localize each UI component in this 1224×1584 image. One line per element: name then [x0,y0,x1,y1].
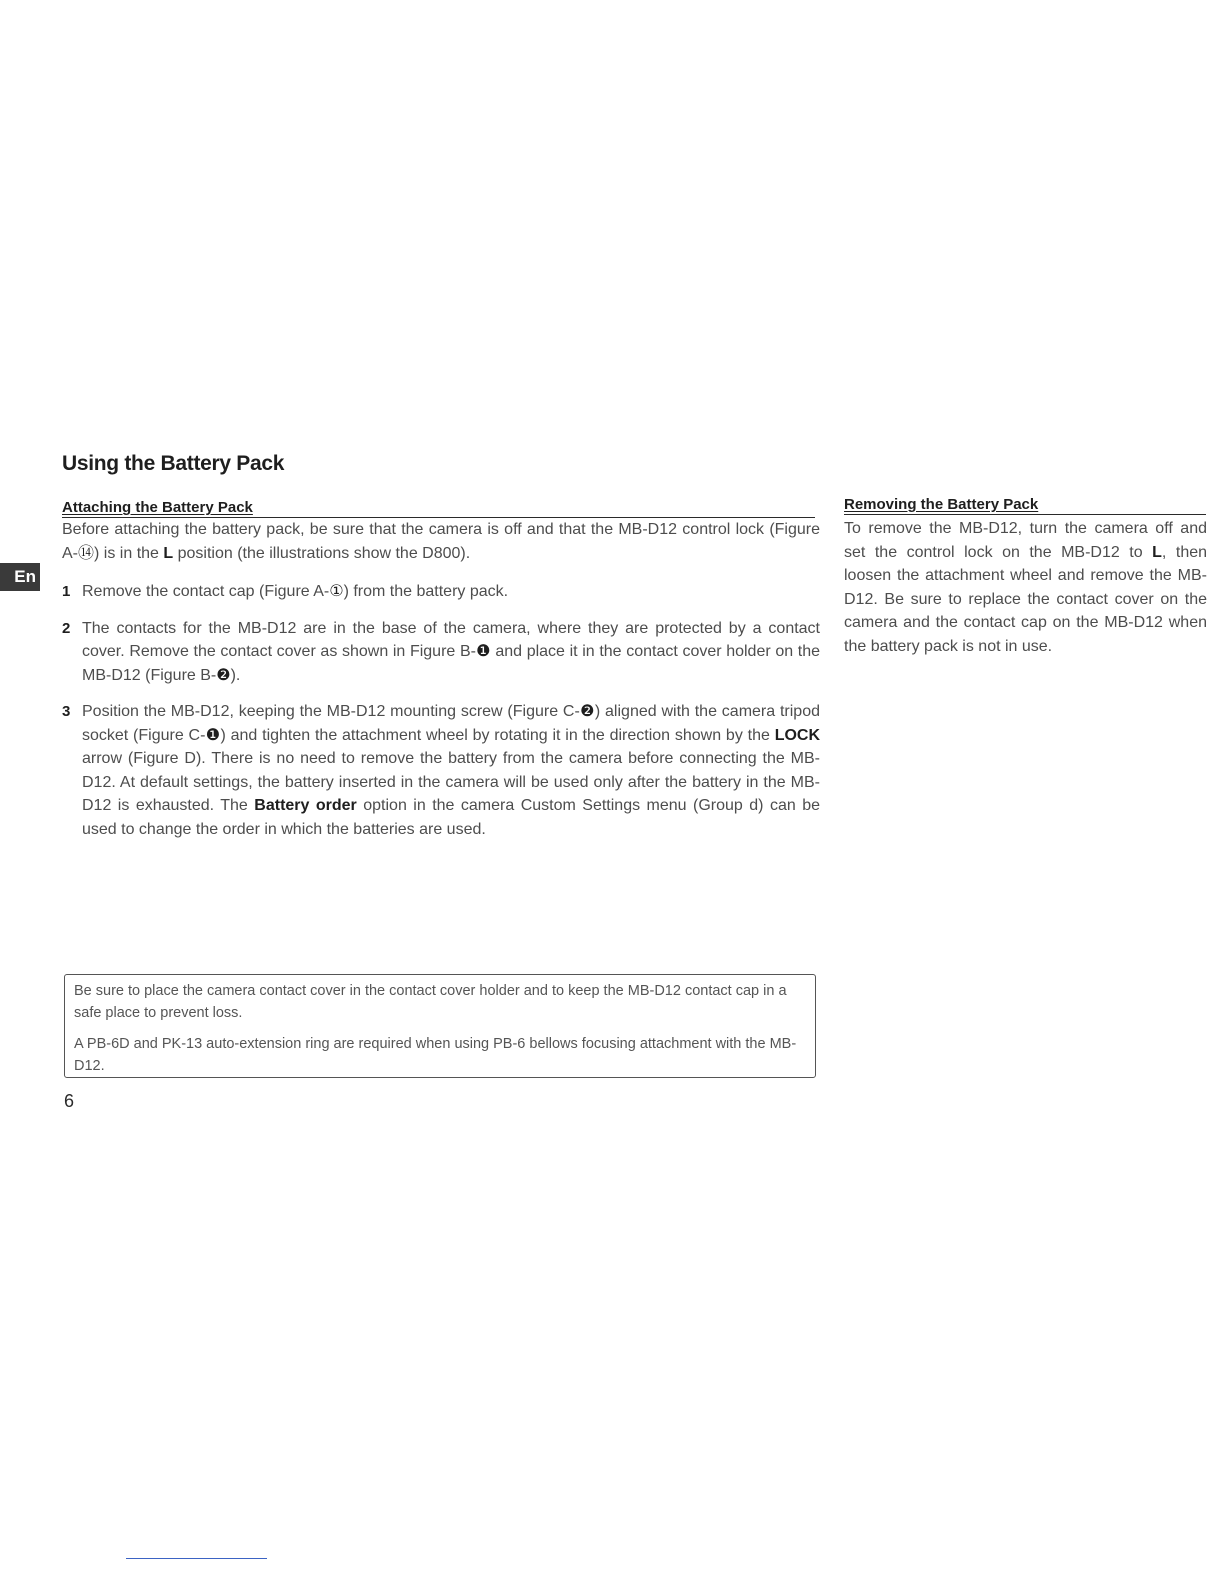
step-text: ) aligned with the camera tripod socket (Figure C- [82,703,820,744]
language-tab: En [0,563,40,591]
intro-text-2: ) is in the [94,544,164,562]
page-title: Using the Battery Pack [62,452,285,475]
removing-text [844,517,1207,658]
step-number: 3 [62,703,71,720]
figure-ref: ① [329,583,344,600]
figure-ref: ❷ [579,703,595,720]
step-number: 2 [62,619,71,637]
step-text: and place it in the contact cover holder on the MB-D12 (Figure B- [82,643,821,684]
intro-text-1: Before attaching the battery pack, be sure that the camera is off and that the MB-D12 control lock (Figure A- [62,521,820,562]
note-contact-cover: Be sure to place the camera contact cover in the contact cover holder and to keep the MB-D12 contact cap in a safe place to prevent loss. [74,983,787,1021]
step-text: option in the camera Custom Settings menu (Group d) can be used to change the order in which the batteries are used. [82,797,821,838]
bottom-rule [126,1558,267,1559]
figure-ref: ❶ [205,726,221,744]
step-text: arrow (Figure D). There is no need to remove the battery from the camera before connecting the MB-D12. At default settings, the battery inserted in the camera will be used only after the battery in the MB-D12 is exhausted. The [82,750,820,814]
step-2 [62,617,820,688]
attaching-heading-text: Attaching the Battery Pack [62,499,253,516]
attaching-heading [62,499,815,518]
step-text: ) and tighten the attachment wheel by rotating it in the direction shown by the [220,726,775,744]
step-text: The contacts for the MB-D12 are in the base of the camera, where they are protected by a contact cover. Remove the contact cover as shown in Figure B- [82,619,820,660]
lock-arrow-label: LOCK [774,726,821,744]
removing-text-1: To remove the MB-D12, turn the camera off and set the control lock on the MB-D12 to [844,520,1207,561]
step-number: 1 [62,583,71,600]
intro-text-3: position (the illustrations show the D800). [173,544,471,562]
removing-text-2: , then loosen the attachment wheel and remove the MB-D12. Be sure to replace the contact cover on the camera and the contact cap on the MB-D12 when the battery pack is not in use. [844,543,1208,655]
step-text: Remove the contact cap (Figure A- [82,583,330,600]
removing-heading-text: Removing the Battery Pack [844,496,1039,513]
note-bellows: A PB-6D and PK-13 auto-extension ring are required when using PB-6 bellows focusing attachment with the MB-D12. [74,1036,797,1074]
intro-lock-position: L [163,544,174,562]
step-3 [62,700,820,841]
step-text: ). [230,666,241,684]
removing-heading [844,496,1206,515]
figure-ref: ❷ [216,666,231,684]
attaching-intro [62,518,820,565]
step-1 [62,580,820,604]
battery-order-option: Battery order [254,797,357,814]
step-text: Position the MB-D12, keeping the MB-D12 mounting screw (Figure C- [82,703,580,720]
figure-ref: ❶ [475,643,491,660]
figure-ref-14: ⑭ [78,544,95,562]
notes-box [64,974,816,1078]
removing-lock-position: L [1152,543,1162,561]
page-number: 6 [64,1091,75,1111]
step-text: ) from the battery pack. [343,583,509,600]
attaching-steps [62,580,820,854]
